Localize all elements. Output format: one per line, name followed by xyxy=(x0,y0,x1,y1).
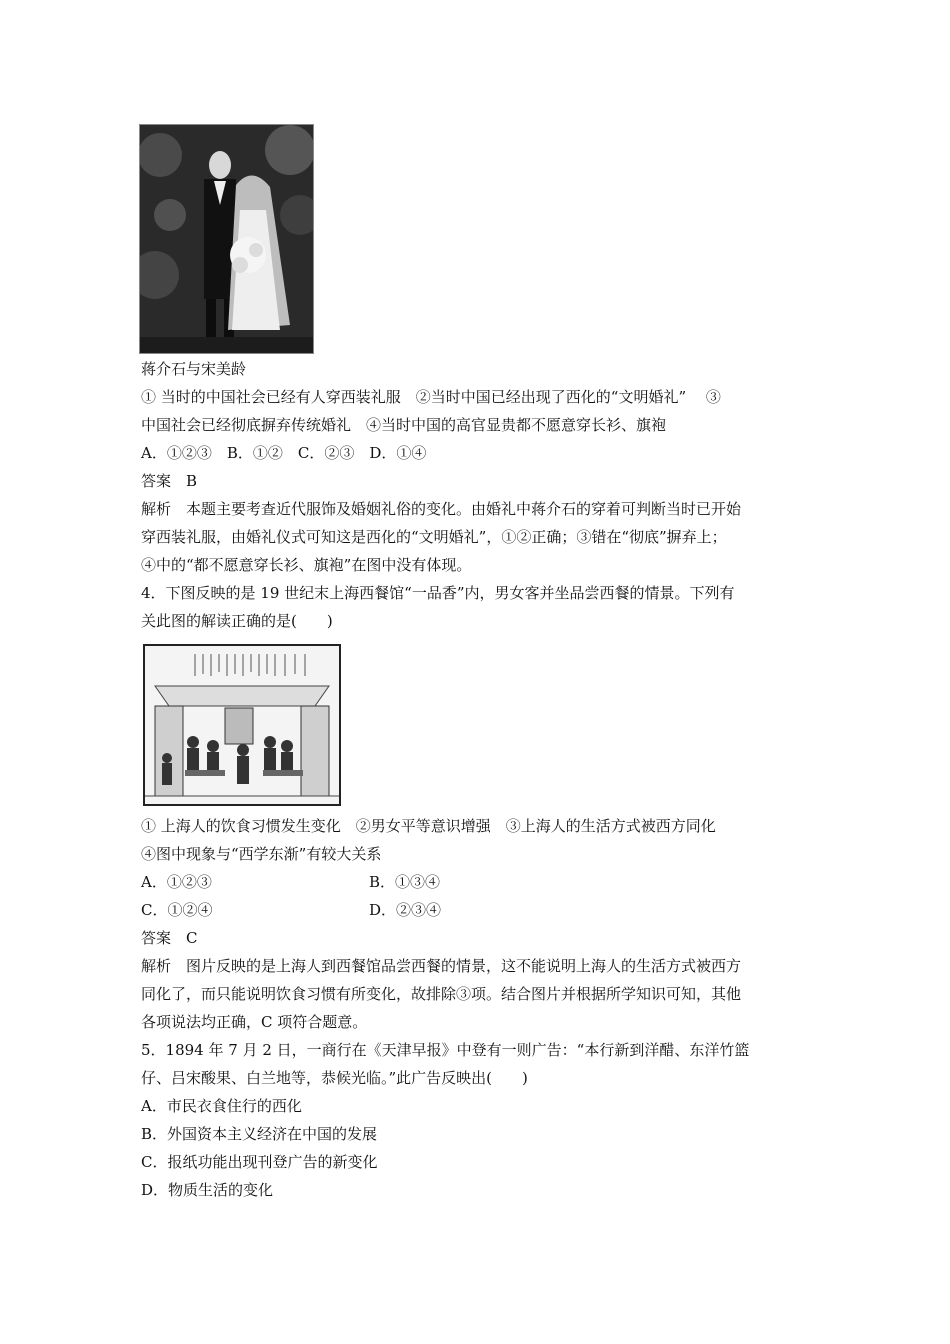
q5-question-line1: 5．1894 年 7 月 2 日，一商行在《天津早报》中登有一则广告：“本行新到洋醋、东洋竹篮 xyxy=(141,1041,750,1059)
restaurant-sketch xyxy=(143,644,341,806)
q5-option-b: B．外国资本主义经济在中国的发展 xyxy=(141,1125,378,1143)
wedding-photo-illustration xyxy=(140,125,313,353)
q5-option-a: A．市民衣食住行的西化 xyxy=(141,1097,302,1115)
q5-question-line2: 仔、吕宋酸果、白兰地等，恭候光临。”此广告反映出( ) xyxy=(141,1069,528,1087)
q4-statement-line1: ① 上海人的饮食习惯发生变化 ②男女平等意识增强 ③上海人的生活方式被西方同化 xyxy=(141,817,716,835)
q3-analysis-line3: ④中的“都不愿意穿长衫、旗袍”在图中没有体现。 xyxy=(141,556,472,574)
q4-analysis-line3: 各项说法均正确，C 项符合题意。 xyxy=(141,1013,368,1031)
q3-options: A．①②③ B．①② C．②③ D．①④ xyxy=(141,444,427,462)
q4-option-b: B．①③④ xyxy=(369,873,441,891)
q3-answer: 答案 B xyxy=(141,472,198,490)
q4-option-c: C．①②④ xyxy=(141,901,213,919)
q4-option-d: D．②③④ xyxy=(369,901,442,919)
q5-option-d: D．物质生活的变化 xyxy=(141,1181,274,1199)
q5-option-c: C．报纸功能出现刊登广告的新变化 xyxy=(141,1153,378,1171)
q4-answer: 答案 C xyxy=(141,929,198,947)
wedding-photo xyxy=(139,124,314,354)
q3-statement-line1: ① 当时的中国社会已经有人穿西装礼服 ②当时中国已经出现了西化的“文明婚礼” ③ xyxy=(141,388,721,406)
restaurant-sketch-illustration xyxy=(145,646,339,804)
q4-analysis-line1: 解析 图片反映的是上海人到西餐馆品尝西餐的情景，这不能说明上海人的生活方式被西方 xyxy=(141,957,742,975)
q4-option-a: A．①②③ xyxy=(141,873,212,891)
q4-question-line2: 关此图的解读正确的是( ) xyxy=(141,612,333,630)
q4-analysis-line2: 同化了，而只能说明饮食习惯有所变化，故排除③项。结合图片并根据所学知识可知，其他 xyxy=(141,985,742,1003)
q3-statement-line2: 中国社会已经彻底摒弃传统婚礼 ④当时中国的高官显贵都不愿意穿长衫、旗袍 xyxy=(141,416,667,434)
q3-analysis-line2: 穿西装礼服，由婚礼仪式可知这是西化的“文明婚礼”，①②正确；③错在“彻底”摒弃上； xyxy=(141,528,727,546)
q4-statement-line2: ④图中现象与“西学东渐”有较大关系 xyxy=(141,845,382,863)
q4-question-line1: 4．下图反映的是 19 世纪末上海西餐馆“一品香”内，男女客并坐品尝西餐的情景。下列有 xyxy=(141,584,735,602)
q3-analysis-line1: 解析 本题主要考查近代服饰及婚姻礼俗的变化。由婚礼中蒋介石的穿着可判断当时已开始 xyxy=(141,500,742,518)
photo-caption: 蒋介石与宋美龄 xyxy=(141,360,247,378)
